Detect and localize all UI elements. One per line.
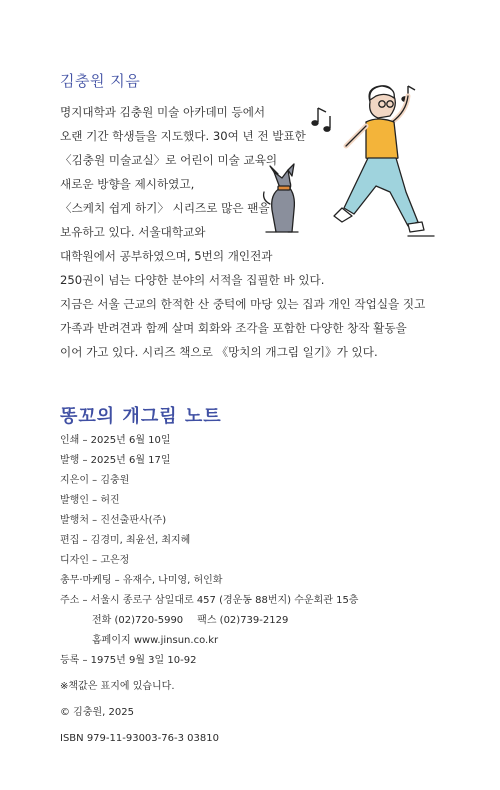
bio-line: 지금은 서울 근교의 한적한 산 중턱에 마당 있는 집과 개인 작업실을 짓고	[60, 297, 426, 311]
copyright: © 김충원, 2025	[60, 707, 134, 718]
print-date: 인쇄 – 2025년 6월 10일	[60, 435, 171, 446]
registration: 등록 – 1975년 9월 3일 10-92	[60, 655, 197, 666]
homepage: 홈페이지 www.jinsun.co.kr	[92, 635, 219, 646]
editors: 편집 – 김경미, 최윤선, 최지혜	[60, 535, 191, 546]
bio-line: 오랜 기간 학생들을 지도했다. 30여 년 전 발표한	[60, 129, 306, 143]
publisher-person: 발행인 – 허진	[60, 495, 120, 506]
book-title: 똥꼬의 개그림 노트	[60, 406, 222, 427]
bio-line: 〈스케치 쉽게 하기〉 시리즈로 많은 팬을	[60, 201, 270, 215]
fax: 팩스 (02)739-2129	[197, 615, 289, 626]
publishing-house: 발행처 – 진선출판사(주)	[60, 515, 167, 526]
bio-line: 명지대학과 김충원 미술 아카데미 등에서	[60, 105, 266, 119]
dog-figure	[264, 164, 298, 232]
phone-fax	[92, 614, 288, 628]
music-note-icon	[312, 86, 415, 131]
phone: 전화 (02)720-5990	[92, 615, 184, 626]
isbn: ISBN 979-11-93003-76-3 03810	[60, 733, 219, 744]
bio-line: 〈김충원 미술교실〉로 어린이 미술 교육의	[60, 153, 278, 167]
design-credit: 디자인 – 고은정	[60, 555, 130, 566]
bio-line: 새로운 방향을 제시하였고,	[60, 177, 195, 191]
address: 주소 – 서울시 종로구 삼일대로 457 (경운동 88번지) 수운회관 15층	[60, 595, 359, 606]
publish-date: 발행 – 2025년 6월 17일	[60, 455, 171, 466]
author-credit: 지은이 – 김충원	[60, 475, 130, 486]
dancing-man-figure	[334, 86, 434, 236]
author-heading: 김충원 지음	[60, 72, 141, 90]
dancing-man-and-dog-illustration	[258, 82, 458, 242]
marketing-credit: 총무·마케팅 – 유재수, 나미영, 허인화	[60, 575, 223, 586]
bio-line: 대학원에서 공부하였으며, 5번의 개인전과	[60, 249, 273, 263]
bio-line: 250권이 넘는 다양한 분야의 서적을 집필한 바 있다.	[60, 273, 325, 287]
price-note: ※책값은 표지에 있습니다.	[60, 681, 175, 692]
bio-line: 이어 가고 있다. 시리즈 책으로 《망치의 개그림 일기》가 있다.	[60, 345, 378, 359]
bio-line: 가족과 반려견과 함께 살며 회화와 조각을 포함한 다양한 창작 활동을	[60, 321, 407, 335]
bio-line: 보유하고 있다. 서울대학교와	[60, 225, 206, 239]
